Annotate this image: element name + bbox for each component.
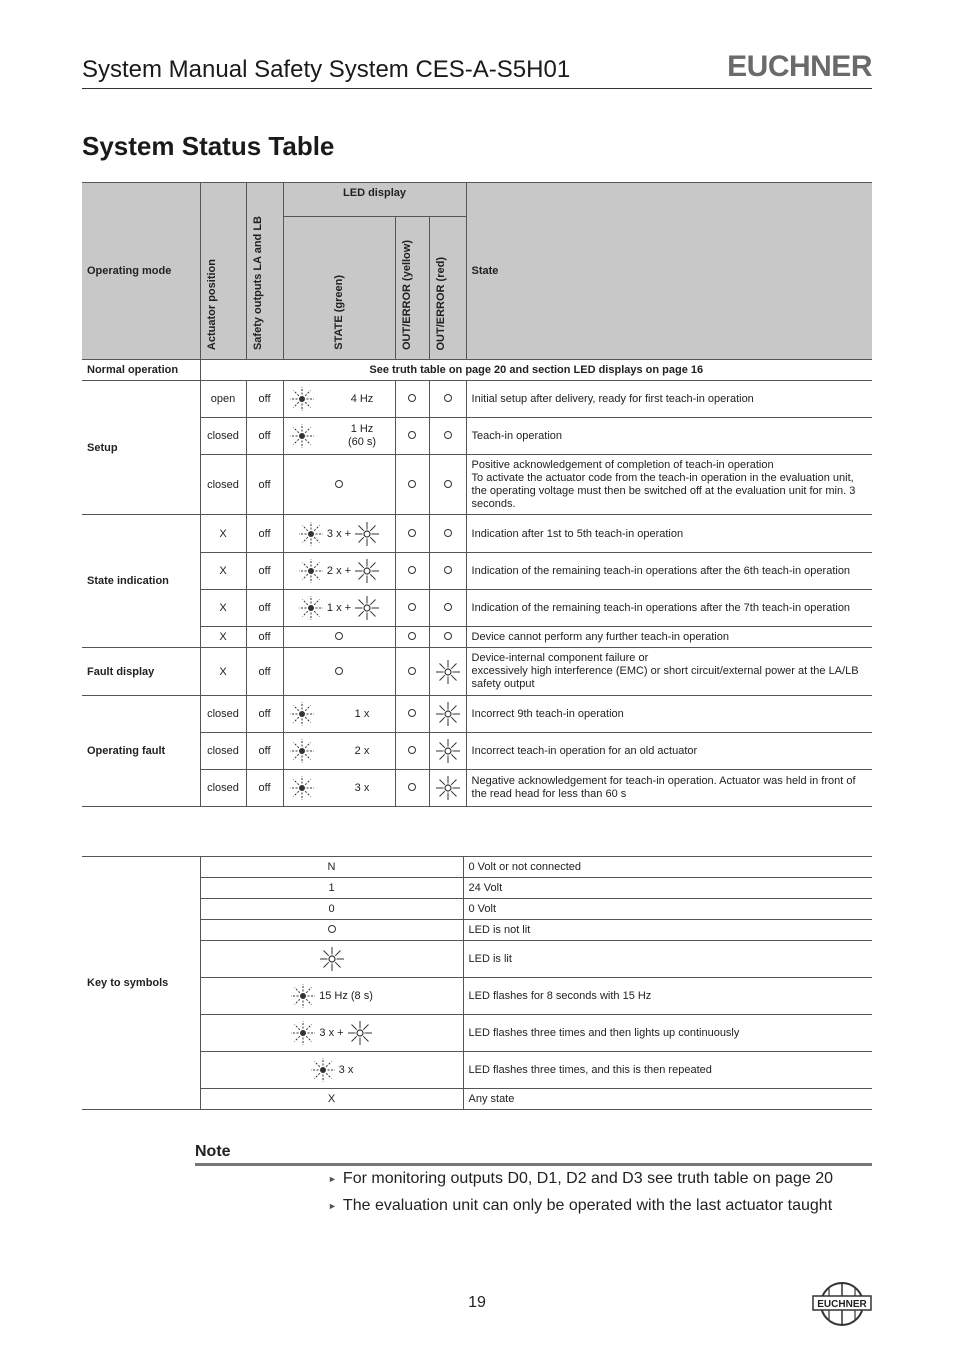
key-meaning: LED is not lit xyxy=(463,920,872,941)
system-status-table xyxy=(82,182,872,807)
led-on-icon xyxy=(435,745,461,757)
state-cell: Teach-in operation xyxy=(466,418,872,455)
led-off-icon xyxy=(444,431,452,439)
list-item: ► The evaluation unit can only be operated with the last actuator taught xyxy=(328,1197,833,1214)
actuator-cell: X xyxy=(200,590,246,627)
led-off-icon xyxy=(408,603,416,611)
led-off-icon xyxy=(444,603,452,611)
key-symbol: 15 Hz (8 s) xyxy=(319,990,373,1002)
table-row xyxy=(82,857,872,878)
table-row xyxy=(82,381,872,418)
led-off-icon xyxy=(335,480,343,488)
led-on-icon xyxy=(354,521,380,547)
mode-setup: Setup xyxy=(82,381,200,515)
table-row xyxy=(82,515,872,553)
led-off-icon xyxy=(408,566,416,574)
table-row xyxy=(82,733,872,770)
mode-fault-display: Fault display xyxy=(82,648,200,696)
key-symbol: 3 x + xyxy=(319,1027,344,1039)
led-off-icon xyxy=(335,667,343,675)
led-flashing-icon xyxy=(310,1057,336,1083)
actuator-cell: X xyxy=(200,627,246,648)
table-row xyxy=(82,1015,872,1052)
actuator-cell: closed xyxy=(200,455,246,515)
outputs-cell: off xyxy=(246,733,283,770)
bullet-icon: ► xyxy=(328,1201,337,1211)
key-meaning: LED is lit xyxy=(463,941,872,978)
led-text: (60 s) xyxy=(347,436,377,448)
header-rule xyxy=(82,88,872,89)
led-flashing-icon xyxy=(290,1020,316,1046)
key-symbol: 0 xyxy=(200,899,463,920)
header-operating-mode: Operating mode xyxy=(82,183,200,360)
outputs-cell: off xyxy=(246,515,283,553)
key-meaning: 24 Volt xyxy=(463,878,872,899)
led-flashing-icon xyxy=(289,775,315,801)
key-symbol: 1 xyxy=(200,878,463,899)
led-flashing-icon xyxy=(298,521,324,547)
state-cell: Device cannot perform any further teach-in operation xyxy=(466,627,872,648)
table-row xyxy=(82,770,872,807)
table-row xyxy=(82,696,872,733)
header-state: State xyxy=(466,183,872,360)
key-meaning: LED flashes for 8 seconds with 15 Hz xyxy=(463,978,872,1015)
header-safety-outputs: Safety outputs LA and LB xyxy=(251,215,264,350)
led-text: 3 x + xyxy=(326,527,352,540)
svg-text:EUCHNER: EUCHNER xyxy=(817,1299,867,1310)
actuator-cell: closed xyxy=(200,696,246,733)
page-number: 19 xyxy=(468,1294,486,1311)
led-off-icon xyxy=(444,394,452,402)
key-meaning: 0 Volt xyxy=(463,899,872,920)
section-title: System Status Table xyxy=(82,131,335,161)
actuator-cell: closed xyxy=(200,733,246,770)
led-on-icon xyxy=(435,782,461,794)
euchner-seal-logo xyxy=(812,1280,872,1333)
led-off-icon xyxy=(408,632,416,640)
bullet-icon: ► xyxy=(328,1174,337,1184)
key-meaning: LED flashes three times, and this is then repeated xyxy=(463,1052,872,1089)
header-actuator-position: Actuator position xyxy=(205,258,218,350)
outputs-cell: off xyxy=(246,418,283,455)
outputs-cell: off xyxy=(246,553,283,590)
outputs-cell: off xyxy=(246,696,283,733)
led-text: 1 x + xyxy=(326,602,352,614)
table-row xyxy=(82,418,872,455)
led-flashing-icon xyxy=(289,386,315,412)
key-title: Key to symbols xyxy=(82,857,200,1110)
state-cell: Device-internal component failure or excessively high interference (EMC) or short circuit/external power at the LA/LB safety output xyxy=(466,648,872,696)
key-to-symbols-table xyxy=(82,856,872,1110)
key-symbol: X xyxy=(200,1089,463,1110)
outputs-cell: off xyxy=(246,455,283,515)
led-off-icon xyxy=(444,529,452,537)
outputs-cell: off xyxy=(246,590,283,627)
header-title: System Manual Safety System CES-A-S5H01 xyxy=(82,56,571,83)
state-cell: Positive acknowledgement of completion of teach-in operation To activate the actuator code from the teach-in operation in the evaluation unit, the operating voltage must then be switched off at the evaluation unit for min. 3 seconds. xyxy=(466,455,872,515)
table-row xyxy=(82,978,872,1015)
led-flashing-icon xyxy=(289,738,315,764)
table-row xyxy=(82,553,872,590)
actuator-cell: open xyxy=(200,381,246,418)
actuator-cell: X xyxy=(200,553,246,590)
state-cell: Indication after 1st to 5th teach-in operation xyxy=(466,515,872,553)
brand-logo: EUCHNER xyxy=(727,50,872,83)
header-state-green: STATE (green) xyxy=(333,275,345,350)
table-row xyxy=(82,627,872,648)
led-off-icon xyxy=(408,709,416,717)
actuator-cell: closed xyxy=(200,770,246,807)
actuator-cell: X xyxy=(200,515,246,553)
led-off-icon xyxy=(328,925,336,933)
led-off-icon xyxy=(444,480,452,488)
led-on-icon xyxy=(347,1020,373,1046)
normal-operation-note: See truth table on page 20 and section LED displays on page 16 xyxy=(200,360,872,381)
mode-state-indication: State indication xyxy=(82,515,200,648)
table-row xyxy=(82,1052,872,1089)
led-off-icon xyxy=(408,431,416,439)
led-text: 4 Hz xyxy=(350,393,374,405)
led-on-icon xyxy=(319,953,345,965)
table-row xyxy=(82,648,872,696)
key-symbol: N xyxy=(200,857,463,878)
table-row xyxy=(82,455,872,515)
led-off-icon xyxy=(335,632,343,640)
list-item: ► For monitoring outputs D0, D1, D2 and D3 see truth table on page 20 xyxy=(328,1170,833,1187)
outputs-cell: off xyxy=(246,627,283,648)
led-off-icon xyxy=(408,667,416,675)
led-off-icon xyxy=(444,632,452,640)
table-row xyxy=(82,920,872,941)
led-flashing-icon xyxy=(289,423,315,449)
header-led-display: LED display xyxy=(283,183,466,217)
state-cell: Negative acknowledgement for teach-in operation. Actuator was held in front of the read head for less than 60 s xyxy=(466,770,872,807)
led-on-icon xyxy=(435,708,461,720)
led-flashing-icon xyxy=(290,983,316,1009)
table-row xyxy=(82,1089,872,1110)
led-off-icon xyxy=(408,746,416,754)
note-list xyxy=(328,1170,833,1224)
led-flashing-icon xyxy=(298,595,324,621)
led-on-icon xyxy=(435,665,461,677)
table-row xyxy=(82,941,872,978)
state-cell: Initial setup after delivery, ready for first teach-in operation xyxy=(466,381,872,418)
key-meaning: LED flashes three times and then lights up continuously xyxy=(463,1015,872,1052)
led-flashing-icon xyxy=(298,558,324,584)
led-text: 2 x + xyxy=(326,565,352,577)
led-on-icon xyxy=(354,595,380,621)
actuator-cell: X xyxy=(200,648,246,696)
outputs-cell: off xyxy=(246,770,283,807)
state-cell: Indication of the remaining teach-in operations after the 7th teach-in operation xyxy=(466,590,872,627)
led-text: 1 x xyxy=(354,708,370,720)
state-cell: Incorrect teach-in operation for an old actuator xyxy=(466,733,872,770)
outputs-cell: off xyxy=(246,648,283,696)
state-cell: Incorrect 9th teach-in operation xyxy=(466,696,872,733)
key-symbol: 3 x xyxy=(338,1064,354,1076)
led-text: 1 Hz xyxy=(350,423,374,435)
led-flashing-icon xyxy=(289,701,315,727)
key-meaning: Any state xyxy=(463,1089,872,1110)
header-out-error-red: OUT/ERROR (red) xyxy=(434,256,447,350)
led-text: 2 x xyxy=(354,745,370,757)
outputs-cell: off xyxy=(246,381,283,418)
table-row xyxy=(82,899,872,920)
actuator-cell: closed xyxy=(200,418,246,455)
led-on-icon xyxy=(354,558,380,584)
mode-normal-operation: Normal operation xyxy=(82,360,200,381)
mode-operating-fault: Operating fault xyxy=(82,696,200,807)
led-off-icon xyxy=(408,529,416,537)
key-meaning: 0 Volt or not connected xyxy=(463,857,872,878)
table-row xyxy=(82,878,872,899)
led-off-icon xyxy=(408,480,416,488)
state-cell: Indication of the remaining teach-in operations after the 6th teach-in operation xyxy=(466,553,872,590)
note-rule xyxy=(195,1163,872,1166)
led-off-icon xyxy=(444,566,452,574)
note-title: Note xyxy=(195,1143,231,1160)
header-out-error-yellow: OUT/ERROR (yellow) xyxy=(400,239,413,350)
led-off-icon xyxy=(408,394,416,402)
table-row xyxy=(82,590,872,627)
led-off-icon xyxy=(408,783,416,791)
led-text: 3 x xyxy=(354,782,370,794)
